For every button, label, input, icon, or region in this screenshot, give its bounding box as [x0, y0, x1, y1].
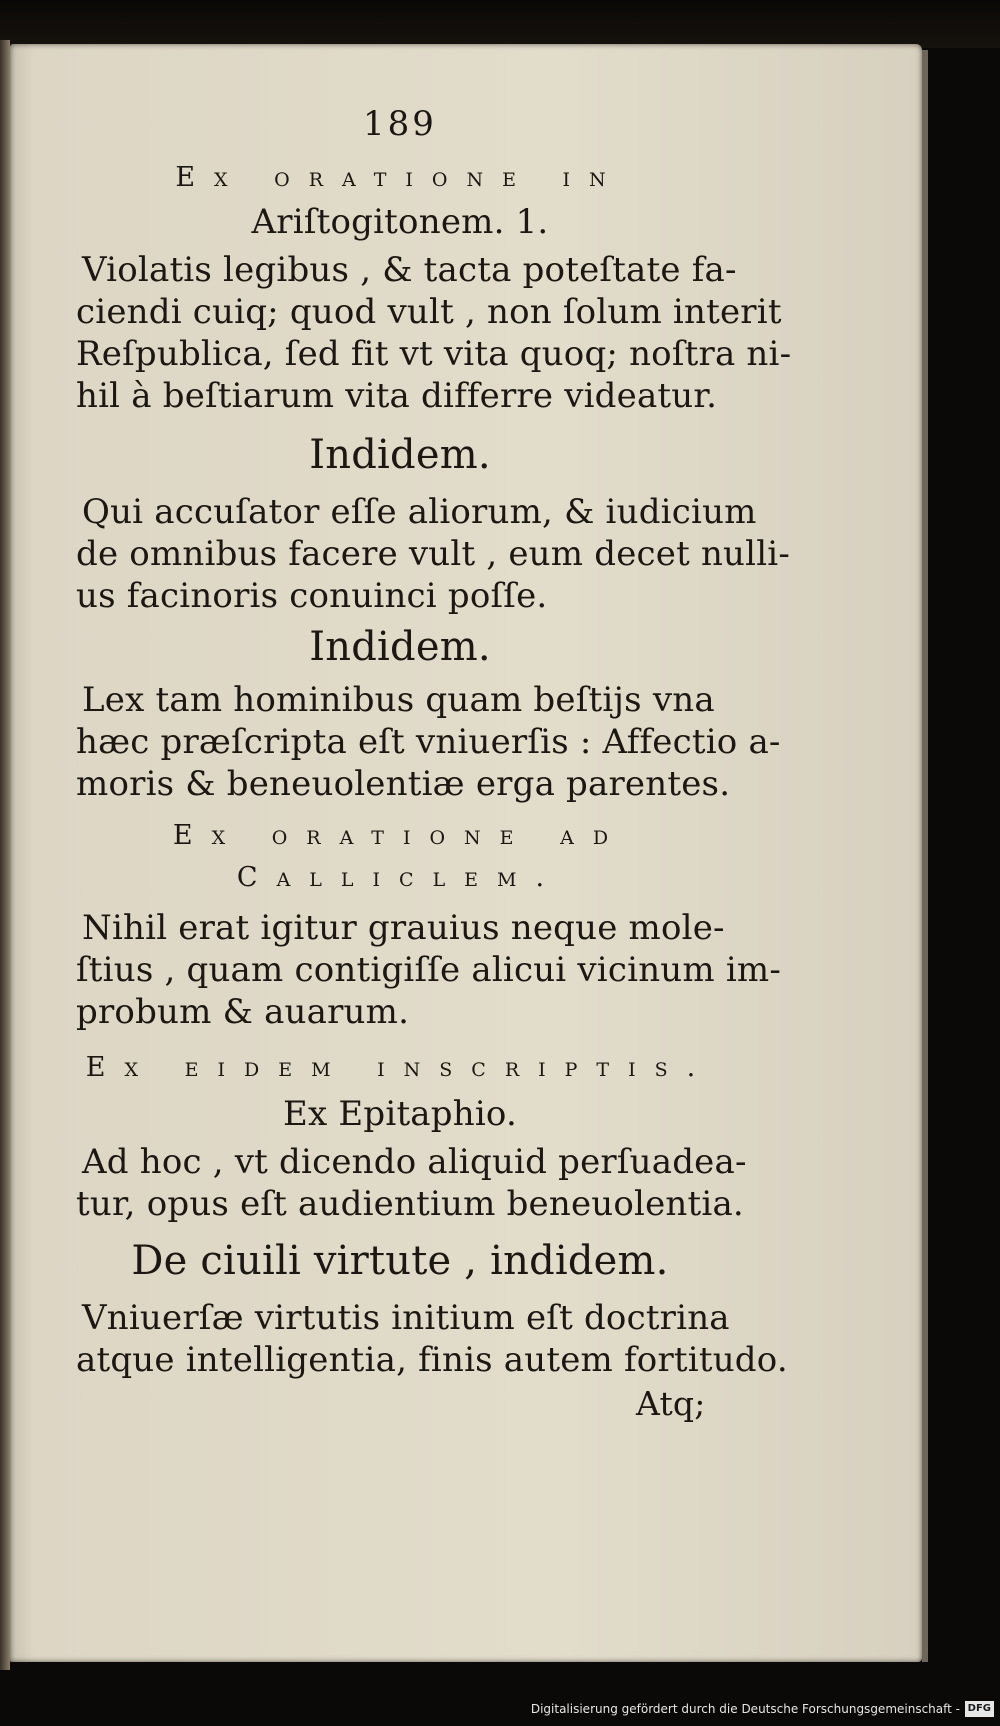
text-line: de omnibus facere vult , eum decet nulli- [76, 534, 791, 574]
heading-indidem: Indidem. [309, 624, 491, 670]
digitization-footer [0, 1696, 1000, 1726]
heading-oration-aristogiton: Ex oratione in [175, 162, 625, 193]
text-line: Nihil erat igitur grauius neque mole- [82, 908, 725, 948]
text-line: hil à beſtiarum vita differre videatur. [76, 376, 718, 416]
text-line: us facinoris conuinci poſſe. [76, 576, 548, 616]
heading-indidem: Indidem. [309, 432, 491, 478]
text-line: Violatis legibus , & tacta poteſtate fa- [82, 250, 737, 290]
book-top-edge [0, 0, 1000, 48]
funding-credit: Digitalisierung gefördert durch die Deutsche Forschungsgemeinschaft - [530, 1702, 960, 1716]
text-line: atque intelligentia, finis autem fortitudo. [76, 1340, 788, 1380]
text-line: Ad hoc , vt dicendo aliquid perſuadea- [82, 1142, 747, 1182]
subheading-epitaphio: Ex Epitaphio. [282, 1094, 517, 1134]
text-line: tur, opus eſt audientium beneuolentia. [76, 1184, 744, 1224]
book-page [10, 44, 922, 1662]
text-line: Lex tam hominibus quam beſtijs vna [82, 680, 715, 720]
heading-same-writings: Ex eidem inscriptis. [85, 1052, 715, 1083]
page-fore-edge [922, 50, 928, 1662]
text-line: probum & auarum. [76, 992, 410, 1032]
subheading-callicles: Calliclem. [236, 862, 564, 893]
page-number: 189 [363, 104, 437, 144]
page-binding-edge [0, 40, 10, 1670]
text-line: hæc præſcripta eſt vniuerſis : Affectio a- [76, 722, 781, 762]
text-line: moris & beneuolentiæ erga parentes. [76, 764, 731, 804]
dfg-logo-icon: DFG [965, 1701, 994, 1717]
heading-oration-callicles: Ex oratione ad [172, 820, 628, 851]
text-line: ciendi cuiq; quod vult , non ſolum interit [76, 292, 782, 332]
text-line: Vniuerſæ virtutis initium eſt doctrina [82, 1298, 730, 1338]
catchword: Atq; [636, 1384, 706, 1423]
text-line: Reſpublica, ſed fit vt vita quoq; noſtra ni- [76, 334, 792, 374]
text-line: Qui accuſator eſſe aliorum, & iudicium [82, 492, 757, 532]
heading-civic-virtue: De ciuili virtute , indidem. [131, 1238, 669, 1284]
text-line: ſtius , quam contigiſſe alicui vicinum im- [76, 950, 782, 990]
subheading-aristogiton: Ariſtogitonem. 1. [251, 202, 549, 242]
